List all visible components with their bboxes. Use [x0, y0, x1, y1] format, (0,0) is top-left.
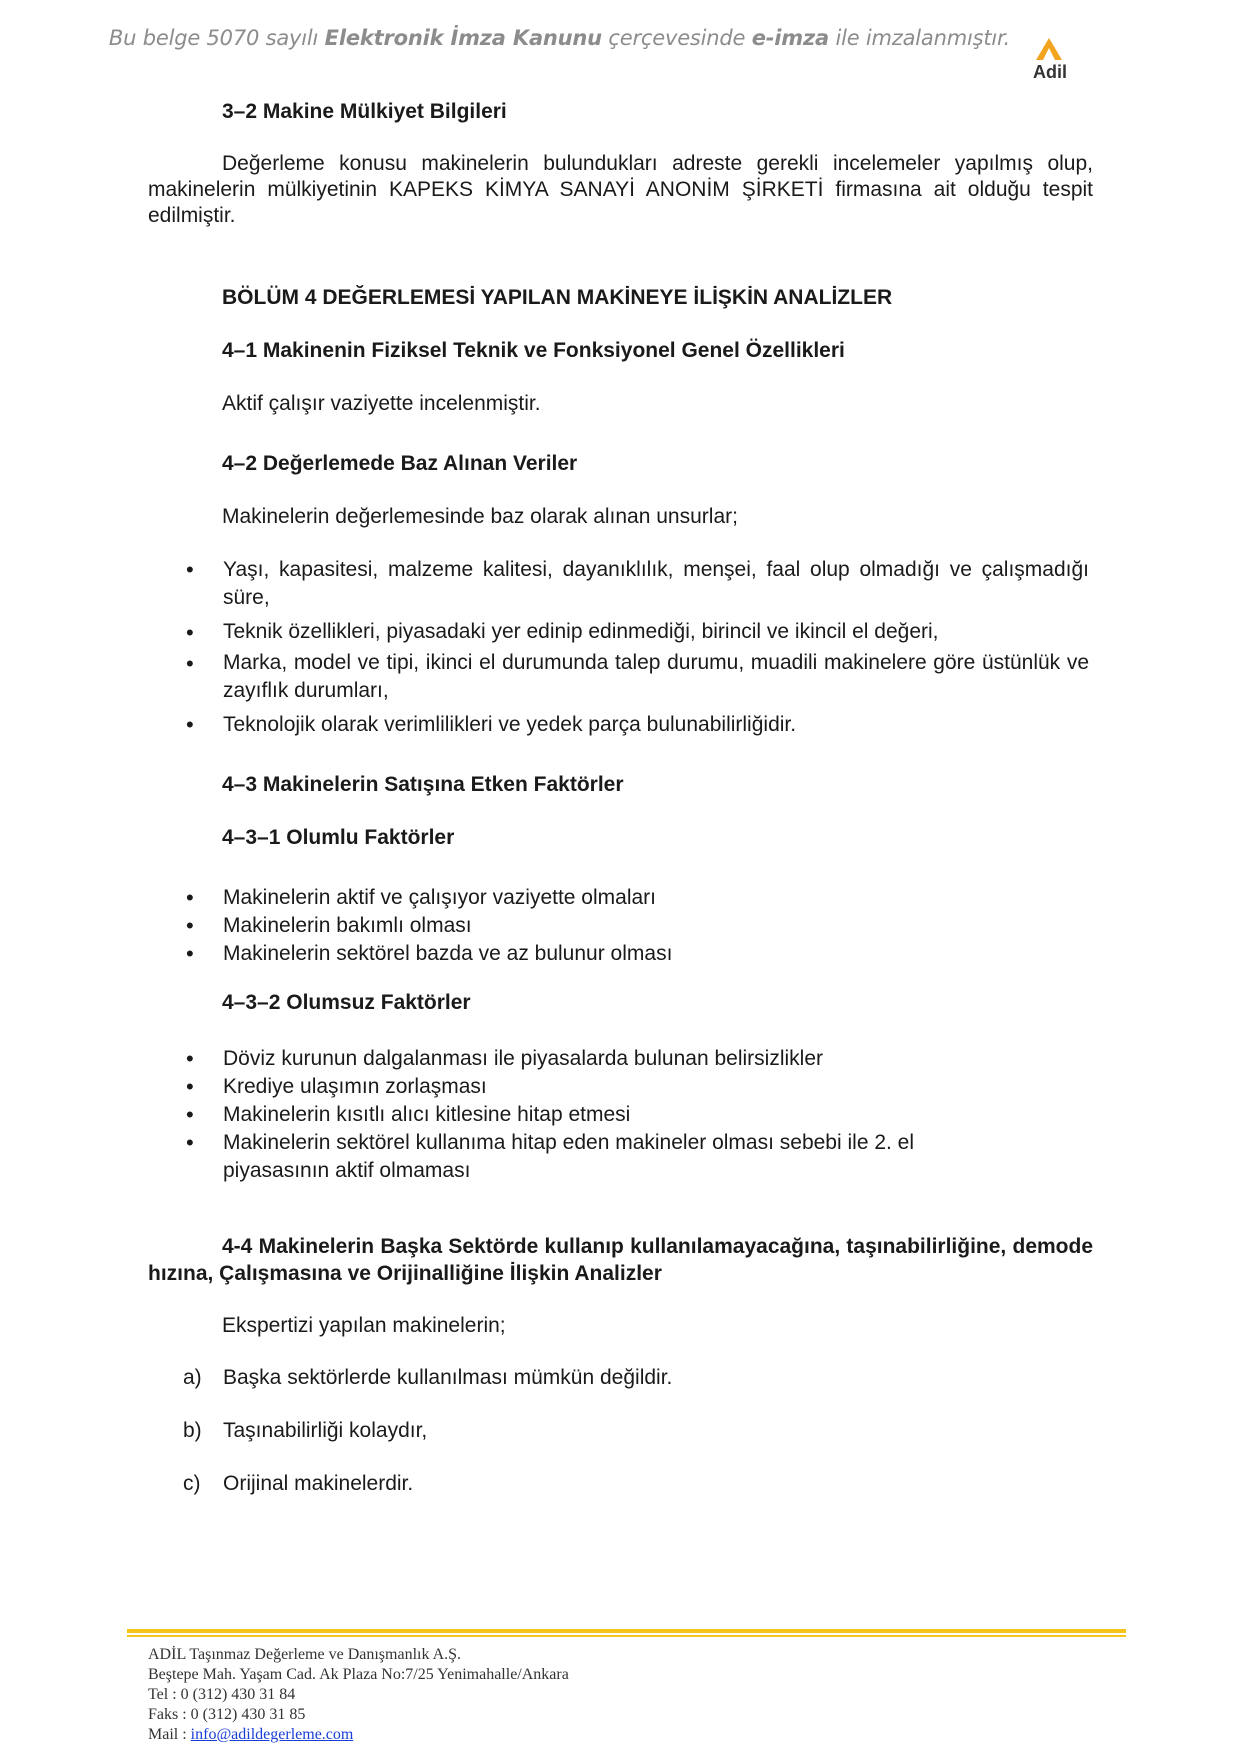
footer-company: ADİL Taşınmaz Değerleme ve Danışmanlık A.Ş. [148, 1646, 462, 1663]
bullet-icon: • [186, 913, 194, 938]
bullet-icon: • [186, 1046, 194, 1071]
list-item: Yaşı, kapasitesi, malzeme kalitesi, dayanıklılık, menşei, faal olup olmadığı ve çalışmadığı süre, [223, 558, 1089, 609]
list-item: Başka sektörlerde kullanılması mümkün değildir. [223, 1366, 673, 1389]
footer-rule [127, 1629, 1126, 1633]
company-logo [1030, 38, 1070, 86]
list-item: Makinelerin sektörel bazda ve az bulunur olması [223, 942, 673, 965]
section-4-2-title: 4–2 Değerlemede Baz Alınan Veriler [222, 452, 578, 475]
list-item: Makinelerin bakımlı olması [223, 914, 472, 937]
list-item: Teknolojik olarak verimlilikleri ve yedek parça bulunabilirliğidir. [223, 713, 797, 736]
section-4-3-2-title: 4–3–2 Olumsuz Faktörler [222, 991, 471, 1014]
section-4-1-text: Aktif çalışır vaziyette incelenmiştir. [222, 392, 541, 415]
list-marker: a) [183, 1366, 202, 1389]
section-3-2-title: 3–2 Makine Mülkiyet Bilgileri [222, 100, 507, 123]
list-item: Makinelerin sektörel kullanıma hitap eden makineler olması sebebi ile 2. el piyasasının aktif olmaması [223, 1131, 915, 1182]
section-4-4-intro: Ekspertizi yapılan makinelerin; [222, 1314, 506, 1337]
bullet-icon: • [186, 620, 194, 645]
footer-tel: Tel : 0 (312) 430 31 84 [148, 1686, 296, 1703]
list-item: Makinelerin kısıtlı alıcı kitlesine hitap etmesi [223, 1103, 631, 1126]
email-link[interactable]: info@adildegerleme.com [190, 1726, 354, 1743]
section-3-2-paragraph: Değerleme konusu makinelerin bulundukları adreste gerekli incelemeler yapılmış olup, makinelerin mülkiyetinin KAPEKS KİMYA SANAYİ ANONİM ŞİRKETİ firmasına ait olduğu tespit edilmiştir. [148, 152, 1093, 227]
logo-text: Adil [1033, 62, 1067, 82]
bullet-icon: • [186, 1102, 194, 1127]
footer-address: Beştepe Mah. Yaşam Cad. Ak Plaza No:7/25 Yenimahalle/Ankara [148, 1666, 569, 1683]
list-marker: b) [183, 1419, 202, 1442]
list-item: Taşınabilirliği kolaydır, [223, 1419, 428, 1442]
list-item: Marka, model ve tipi, ikinci el durumunda talep durumu, muadili makinelere göre üstünlük ve zayıflık durumları, [223, 651, 1089, 702]
section-4-3-title: 4–3 Makinelerin Satışına Etken Faktörler [222, 773, 624, 796]
e-signature-banner: Bu belge 5070 sayılı Elektronik İmza Kanunu çerçevesinde e-imza ile imzalanmıştır. [108, 26, 1010, 50]
list-item: Döviz kurunun dalgalanması ile piyasalarda bulunan belirsizlikler [223, 1047, 823, 1070]
bullet-icon: • [186, 712, 194, 737]
section-4-4-title: 4-4 Makinelerin Başka Sektörde kullanıp kullanılamayacağına, taşınabilirliğine, demode hızına, Çalışmasına ve Orijinalliğine İlişkin Analizler [148, 1235, 1093, 1285]
list-item: Makinelerin aktif ve çalışıyor vaziyette olmaları [223, 886, 656, 909]
footer-contact [148, 1645, 569, 1745]
bullet-icon: • [186, 941, 194, 966]
footer-mail: Mail : info@adildegerleme.com [148, 1726, 354, 1743]
bullet-icon: • [186, 1130, 194, 1155]
list-item: Orijinal makinelerdir. [223, 1472, 414, 1495]
bullet-icon: • [186, 885, 194, 910]
section-4-2-intro: Makinelerin değerlemesinde baz olarak alınan unsurlar; [222, 505, 738, 528]
footer-fax: Faks : 0 (312) 430 31 85 [148, 1706, 306, 1723]
bullet-icon: • [186, 1074, 194, 1099]
chapter-4-title: BÖLÜM 4 DEĞERLEMESİ YAPILAN MAKİNEYE İLİŞKİN ANALİZLER [222, 286, 893, 309]
section-4-3-1-title: 4–3–1 Olumlu Faktörler [222, 826, 455, 849]
bullet-icon: • [186, 557, 194, 582]
bullet-icon: • [186, 651, 194, 676]
list-item: Krediye ulaşımın zorlaşması [223, 1075, 487, 1098]
list-item: Teknik özellikleri, piyasadaki yer edinip edinmediği, birincil ve ikincil el değeri, [223, 620, 939, 643]
section-4-1-title: 4–1 Makinenin Fiziksel Teknik ve Fonksiyonel Genel Özellikleri [222, 339, 845, 362]
footer-rule-thin [127, 1635, 1126, 1637]
list-marker: c) [183, 1472, 201, 1495]
